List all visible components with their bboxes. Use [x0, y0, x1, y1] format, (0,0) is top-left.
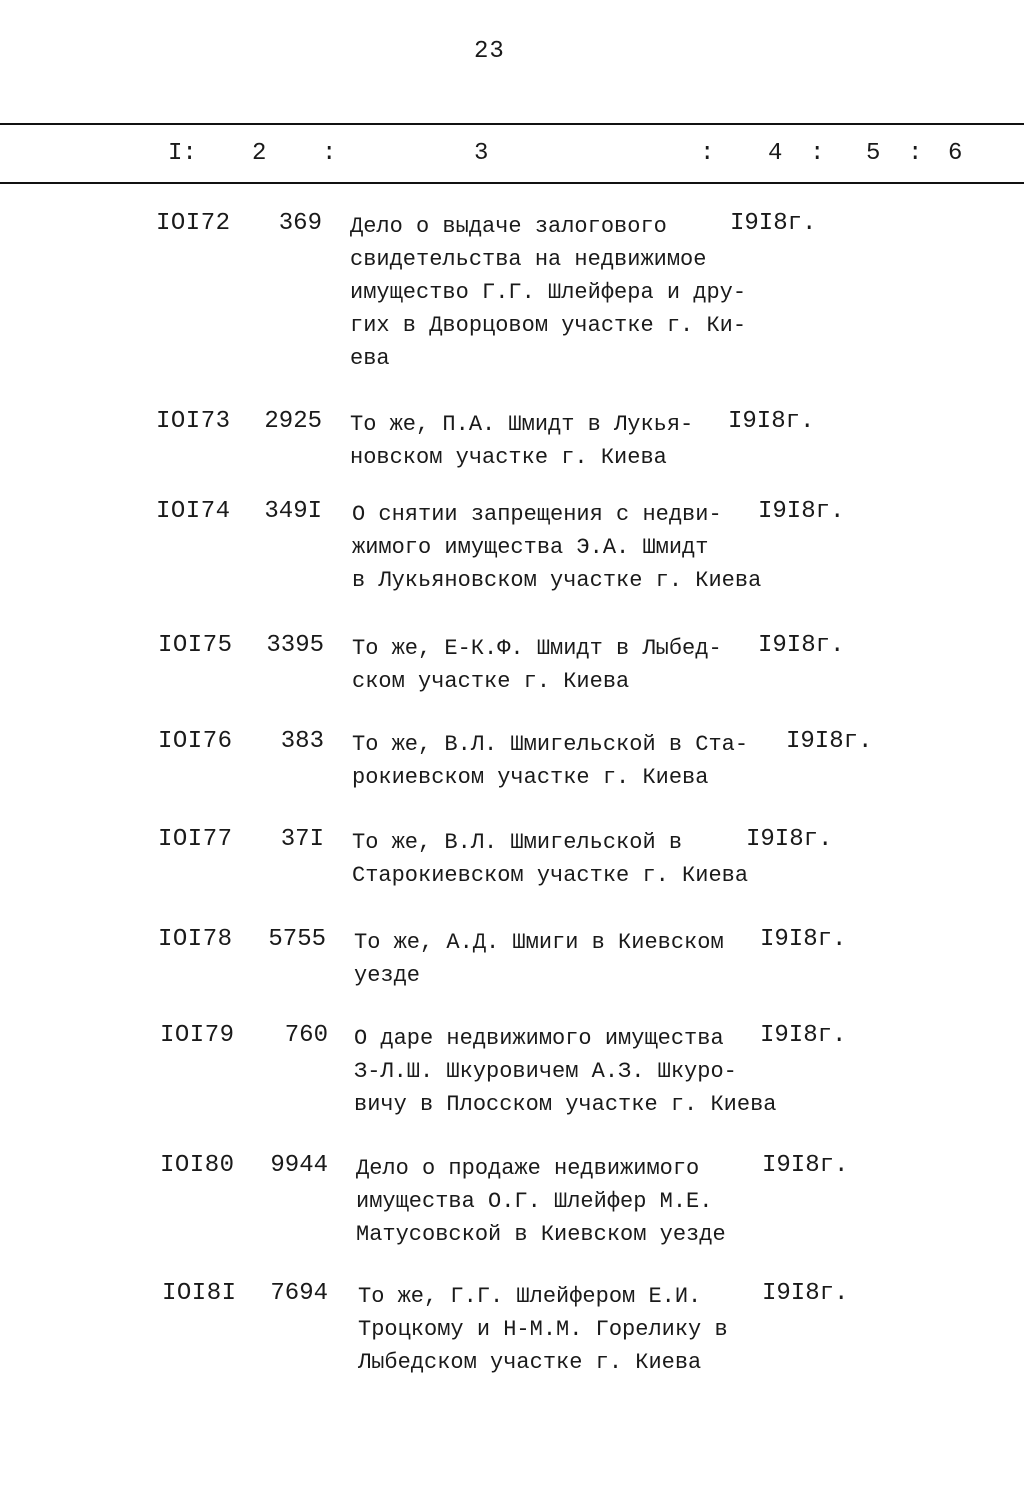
- sheet-count: 369: [278, 210, 322, 237]
- entry-year: I9I8г.: [760, 926, 847, 953]
- entry-number: IOI8I: [162, 1280, 237, 1307]
- description-line: Старокиевском участке г. Киева: [352, 863, 749, 888]
- description-line: То же, Г.Г. Шлейфером Е.И.: [358, 1284, 702, 1309]
- sheet-count: 3395: [266, 632, 324, 659]
- description-line: вичу в Плосском участке г. Киева: [354, 1092, 777, 1117]
- description-line: То же, П.А. Шмидт в Лукья-: [350, 412, 694, 437]
- description-line: Матусовской в Киевском уезде: [356, 1222, 726, 1247]
- description-line: Дело о выдаче залогового: [350, 214, 667, 239]
- entry-number: IOI75: [158, 632, 233, 659]
- description-line: ском участке г. Киева: [352, 669, 630, 694]
- column-header: 3: [474, 140, 489, 167]
- entry-number: IOI79: [160, 1022, 235, 1049]
- entry-number: IOI74: [156, 498, 231, 525]
- entry-description: [354, 926, 724, 992]
- entry-description: [358, 1280, 728, 1379]
- entry-number: IOI78: [158, 926, 233, 953]
- column-header: I:: [168, 140, 197, 167]
- description-line: ева: [350, 346, 390, 371]
- entry-number: IOI72: [156, 210, 231, 237]
- entry-year: I9I8г.: [762, 1280, 849, 1307]
- description-line: З-Л.Ш. Шкуровичем А.З. Шкуро-: [354, 1059, 737, 1084]
- description-line: То же, В.Л. Шмигельской в: [352, 830, 683, 855]
- sheet-count: 349I: [264, 498, 322, 525]
- sheet-count: 37I: [280, 826, 324, 853]
- entry-description: [350, 210, 746, 375]
- column-header: 4: [768, 140, 783, 167]
- sheet-count: 2925: [264, 408, 322, 435]
- column-header: 5: [866, 140, 881, 167]
- entry-number: IOI77: [158, 826, 233, 853]
- page-number: 23: [474, 38, 505, 65]
- entry-description: [352, 728, 748, 794]
- sheet-count: 383: [280, 728, 324, 755]
- entry-number: IOI80: [160, 1152, 235, 1179]
- description-line: Лыбедском участке г. Киева: [358, 1350, 702, 1375]
- description-line: Дело о продаже недвижимого: [356, 1156, 700, 1181]
- entry-description: [352, 498, 761, 597]
- header-bottom-rule: [0, 182, 1024, 184]
- description-line: То же, В.Л. Шмигельской в Ста-: [352, 732, 749, 757]
- entry-description: [354, 1022, 776, 1121]
- description-line: в Лукьяновском участке г. Киева: [352, 568, 762, 593]
- entry-year: I9I8г.: [758, 632, 845, 659]
- column-header: :: [700, 140, 715, 167]
- sheet-count: 760: [284, 1022, 328, 1049]
- description-line: То же, Е-К.Ф. Шмидт в Лыбед-: [352, 636, 722, 661]
- entry-year: I9I8г.: [786, 728, 873, 755]
- description-line: имущества О.Г. Шлейфер М.Е.: [356, 1189, 713, 1214]
- entry-year: I9I8г.: [758, 498, 845, 525]
- entry-year: I9I8г.: [762, 1152, 849, 1179]
- description-line: уезде: [354, 963, 421, 988]
- column-header: 2: [252, 140, 267, 167]
- description-line: свидетельства на недвижимое: [350, 247, 707, 272]
- entry-description: [356, 1152, 726, 1251]
- description-line: Троцкому и Н-М.М. Горелику в: [358, 1317, 728, 1342]
- entry-description: [352, 826, 748, 892]
- entry-description: [350, 408, 693, 474]
- column-header: :: [908, 140, 923, 167]
- entry-year: I9I8г.: [728, 408, 815, 435]
- entry-description: [352, 632, 722, 698]
- description-line: гих в Дворцовом участке г. Ки-: [350, 313, 747, 338]
- description-line: жимого имущества Э.А. Шмидт: [352, 535, 709, 560]
- sheet-count: 5755: [268, 926, 326, 953]
- column-header: :: [322, 140, 337, 167]
- entry-year: I9I8г.: [730, 210, 817, 237]
- entry-year: I9I8г.: [746, 826, 833, 853]
- description-line: имущество Г.Г. Шлейфера и дру-: [350, 280, 747, 305]
- entry-number: IOI73: [156, 408, 231, 435]
- description-line: То же, А.Д. Шмиги в Киевском: [354, 930, 724, 955]
- sheet-count: 9944: [270, 1152, 328, 1179]
- column-header: :: [810, 140, 825, 167]
- sheet-count: 7694: [270, 1280, 328, 1307]
- column-header: 6: [948, 140, 963, 167]
- description-line: О снятии запрещения с недви-: [352, 502, 722, 527]
- description-line: О даре недвижимого имущества: [354, 1026, 724, 1051]
- entry-number: IOI76: [158, 728, 233, 755]
- description-line: новском участке г. Киева: [350, 445, 667, 470]
- description-line: рокиевском участке г. Киева: [352, 765, 709, 790]
- header-top-rule: [0, 123, 1024, 125]
- entry-year: I9I8г.: [760, 1022, 847, 1049]
